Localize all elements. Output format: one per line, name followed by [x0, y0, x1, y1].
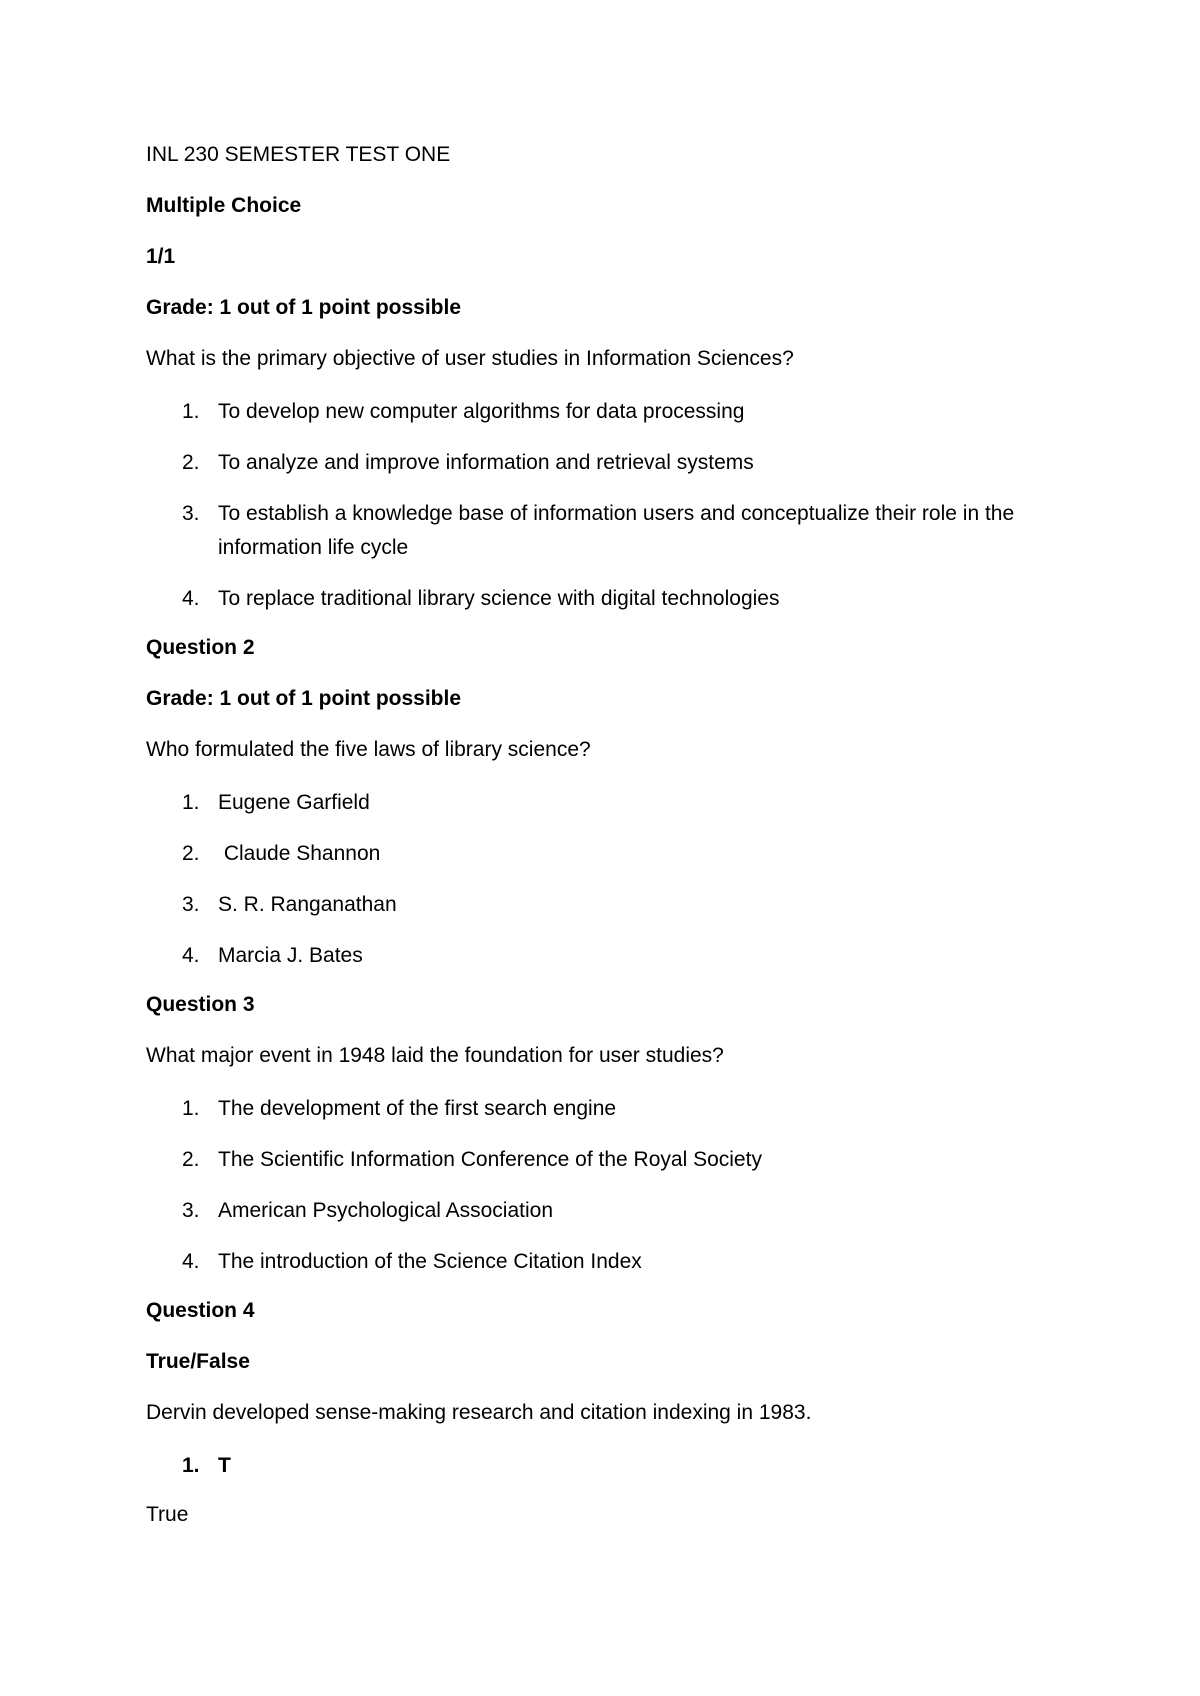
question-label: Question 3	[146, 993, 255, 1016]
option-text: American Psychological Association	[218, 1199, 553, 1222]
question-label: Question 4	[146, 1299, 255, 1322]
option-list	[146, 395, 1066, 616]
option-item	[146, 446, 1066, 480]
option-number: 4.	[182, 944, 200, 967]
option-number: 2.	[182, 451, 200, 474]
option-text: To replace traditional library science with digital technologies	[218, 587, 780, 610]
option-number: 2.	[182, 842, 200, 865]
option-number: 1.	[182, 1454, 200, 1477]
option-item	[146, 888, 1066, 922]
option-item	[146, 786, 1066, 820]
answer-text: True	[146, 1503, 189, 1526]
question-prompt: What major event in 1948 laid the foundation for user studies?	[146, 1044, 724, 1067]
option-text: To develop new computer algorithms for data processing	[218, 400, 745, 423]
option-list	[146, 1449, 1066, 1483]
option-item	[146, 1449, 1066, 1483]
option-item	[146, 1194, 1066, 1228]
question-3	[146, 990, 1066, 1279]
option-text: S. R. Ranganathan	[218, 893, 397, 916]
option-text: The Scientific Information Conference of the Royal Society	[218, 1148, 762, 1171]
question-label: 1/1	[146, 245, 176, 268]
option-item	[146, 395, 1066, 429]
question-label: Question 2	[146, 636, 255, 659]
section-heading: Multiple Choice	[146, 194, 302, 217]
option-item	[146, 1143, 1066, 1177]
option-text: To analyze and improve information and retrieval systems	[218, 451, 754, 474]
question-grade: Grade: 1 out of 1 point possible	[146, 296, 462, 319]
option-text: Eugene Garfield	[218, 791, 370, 814]
question-prompt: Who formulated the five laws of library science?	[146, 738, 591, 761]
option-list	[146, 1092, 1066, 1279]
option-list	[146, 786, 1066, 973]
option-text: To establish a knowledge base of information users and conceptualize their role in the information life cycle	[218, 502, 1015, 559]
option-item	[146, 497, 1066, 565]
option-text: T	[218, 1454, 231, 1477]
question-4	[146, 1296, 1066, 1530]
option-number: 1.	[182, 791, 200, 814]
question-prompt: What is the primary objective of user studies in Information Sciences?	[146, 347, 794, 370]
option-item	[146, 1245, 1066, 1279]
option-number: 3.	[182, 893, 200, 916]
option-item	[146, 1092, 1066, 1126]
option-number: 4.	[182, 587, 200, 610]
option-number: 1.	[182, 1097, 200, 1120]
option-number: 2.	[182, 1148, 200, 1171]
question-grade: Grade: 1 out of 1 point possible	[146, 687, 462, 710]
question-1	[146, 242, 1066, 616]
question-type: True/False	[146, 1350, 250, 1373]
question-2	[146, 633, 1066, 973]
option-text: The development of the first search engine	[218, 1097, 617, 1120]
option-number: 3.	[182, 502, 200, 525]
question-prompt: Dervin developed sense-making research and citation indexing in 1983.	[146, 1401, 812, 1424]
document-title: INL 230 SEMESTER TEST ONE	[146, 143, 451, 166]
option-text: Marcia J. Bates	[218, 944, 363, 967]
option-number: 1.	[182, 400, 200, 423]
option-item	[146, 837, 1066, 871]
document-page	[146, 140, 1066, 1551]
option-text: The introduction of the Science Citation Index	[218, 1250, 642, 1273]
option-item	[146, 582, 1066, 616]
option-number: 4.	[182, 1250, 200, 1273]
option-text: Claude Shannon	[218, 842, 381, 865]
option-item	[146, 939, 1066, 973]
option-number: 3.	[182, 1199, 200, 1222]
